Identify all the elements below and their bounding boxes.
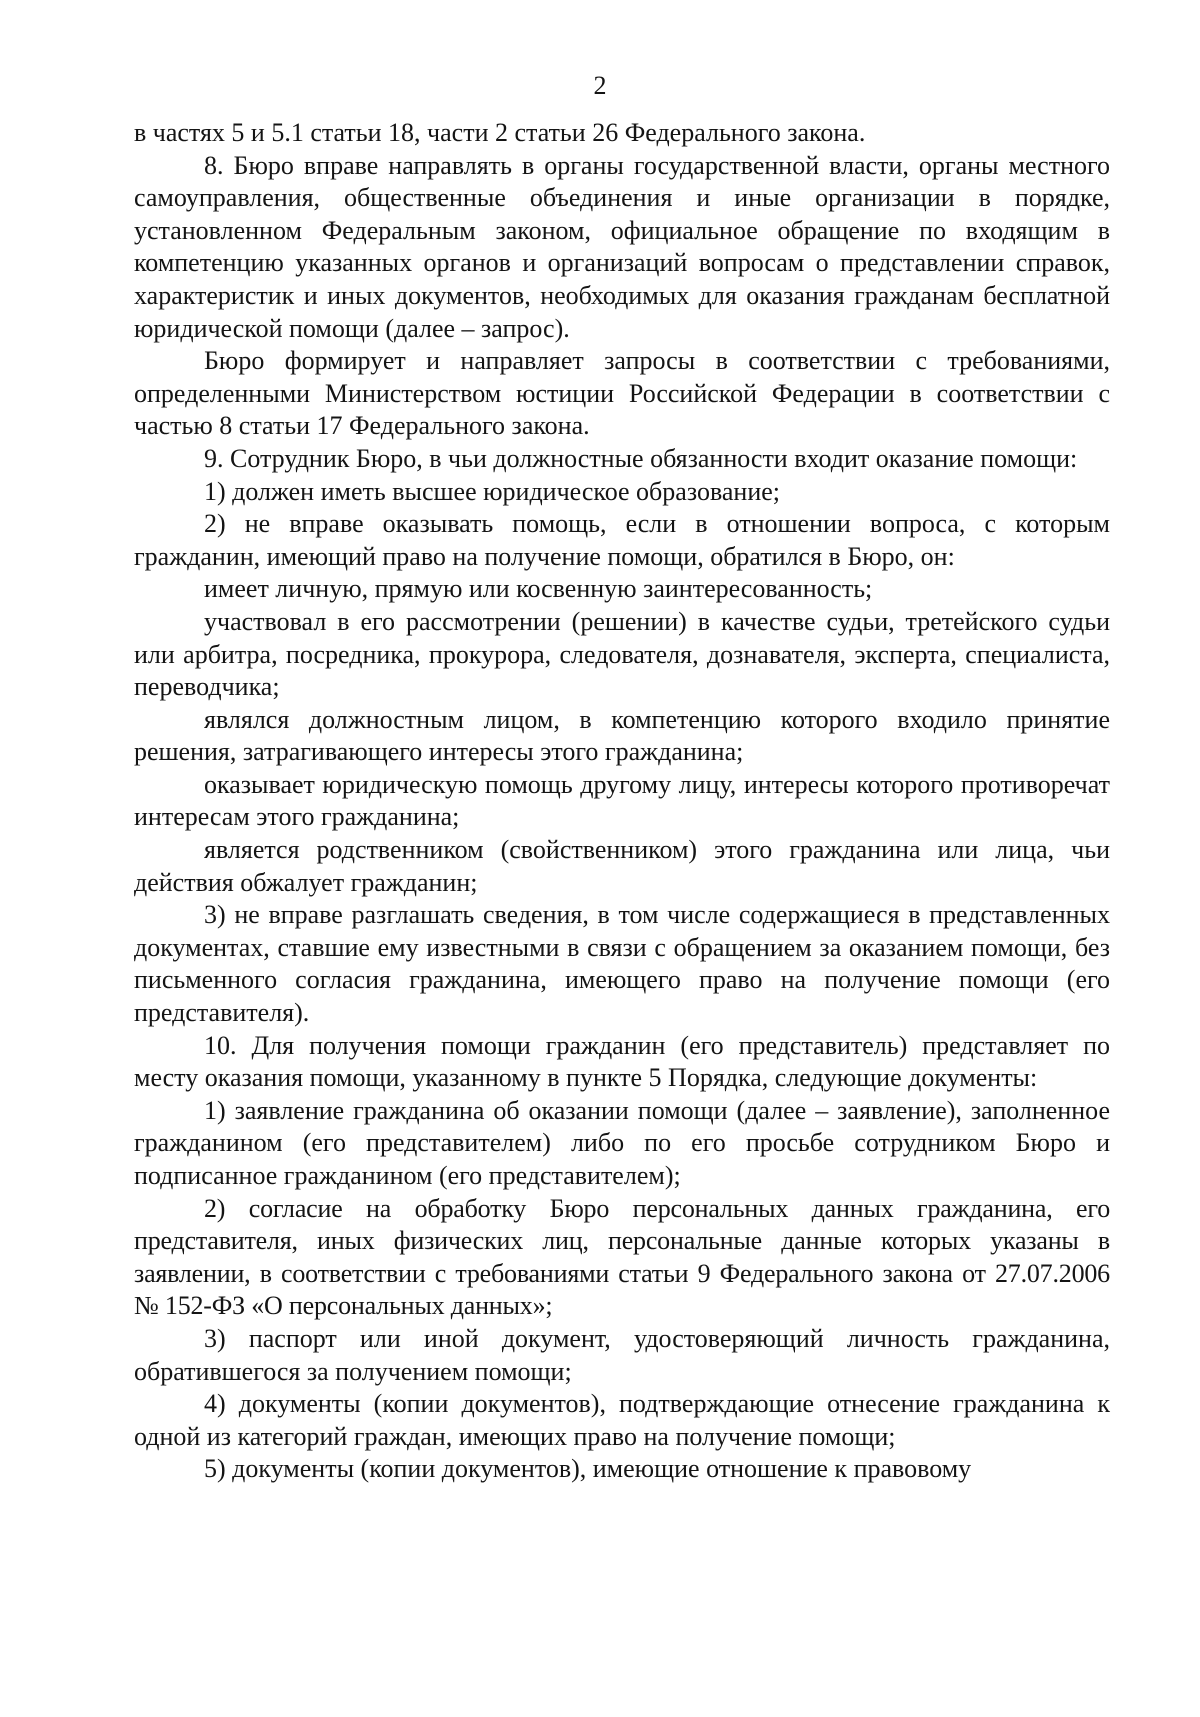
- sub-item-other-person: оказывает юридическую помощь другому лицу, интересы которого противоречат интересам этого гражданина;: [134, 769, 1110, 832]
- sub-item-relative: является родственником (свойственником) этого гражданина или лица, чьи действия обжалует гражданин;: [134, 835, 1110, 897]
- paragraph-item-10: 10. Для получения помощи гражданин (его представитель) представляет по месту оказания помощи, указанному в пункте 5 Порядка, следующие документы:: [134, 1030, 1110, 1093]
- list-item-9-2: 2) не вправе оказывать помощь, если в отношении вопроса, с которым гражданин, имеющий право на получение помощи, обратился в Бюро, он:: [134, 509, 1110, 571]
- paragraph-continuation: в частях 5 и 5.1 статьи 18, части 2 статьи 26 Федерального закона.: [134, 118, 866, 147]
- list-item-10-5: 5) документы (копии документов), имеющие отношение к правовому: [204, 1454, 972, 1484]
- list-item-10-2: 2) согласие на обработку Бюро персональных данных гражданина, его представителя, иных физических лиц, персональные данные которых указаны в заявлении, в соответствии с требованиями статьи 9 Федерального закона от 27.07.2006 № 152-ФЗ «О персональных данных»;: [134, 1193, 1110, 1321]
- list-item-10-3: 3) паспорт или иной документ, удостоверяющий личность гражданина, обратившегося за получением помощи;: [134, 1323, 1110, 1386]
- sub-item-official: являлся должностным лицом, в компетенцию которого входило принятие решения, затрагивающего интересы этого гражданина;: [134, 704, 1110, 767]
- sub-item-interest: имеет личную, прямую или косвенную заинтересованность;: [204, 574, 873, 604]
- paragraph-item-9: 9. Сотрудник Бюро, в чьи должностные обязанности входит оказание помощи:: [204, 443, 1078, 473]
- list-item-9-3: 3) не вправе разглашать сведения, в том числе содержащиеся в представленных документах, ставшие ему известными в связи с обращением за оказанием помощи, без письменного согласия гражданина, имеющего право на получение помощи (его представителя).: [134, 900, 1110, 1028]
- paragraph-requests: Бюро формирует и направляет запросы в соответствии с требованиями, определенными Министерством юстиции Российской Федерации в соответствии с частью 8 статьи 17 Федерального закона.: [134, 346, 1110, 441]
- list-item-10-1: 1) заявление гражданина об оказании помощи (далее – заявление), заполненное гражданином (его представителем) либо по его просьбе сотрудником Бюро и подписанное гражданином (его представителем);: [134, 1095, 1110, 1190]
- page-number: 2: [593, 71, 607, 100]
- list-item-10-4: 4) документы (копии документов), подтверждающие отнесение гражданина к одной из категорий граждан, имеющих право на получение помощи;: [134, 1389, 1110, 1451]
- sub-item-participated: участвовал в его рассмотрении (решении) в качестве судьи, третейского судьи или арбитра, посредника, прокурора, следователя, дознавателя, эксперта, специалиста, переводчика;: [134, 606, 1110, 702]
- document-body: [134, 117, 1110, 1486]
- list-item-9-1: 1) должен иметь высшее юридическое образование;: [204, 476, 781, 506]
- paragraph-item-8: 8. Бюро вправе направлять в органы государственной власти, органы местного самоуправления, общественные объединения и иные организации в порядке, установленном Федеральным законом, официальное обращение по входящим в компетенцию указанных органов и организаций вопросам о представлении справок, характеристик и иных документов, необходимых для оказания гражданам бесплатной юридической помощи (далее – запрос).: [134, 150, 1110, 343]
